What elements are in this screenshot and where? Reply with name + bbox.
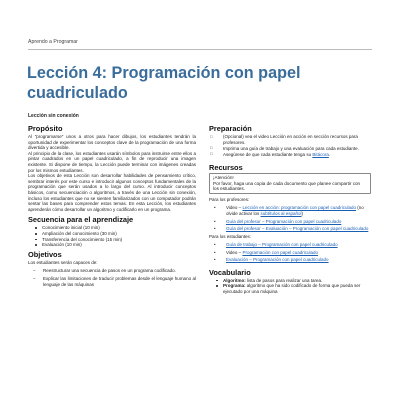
- resource-suffix: (no olvide activar los: [226, 205, 364, 217]
- lesson-title: Lección 4: Programación con papel cuadriculado: [27, 64, 301, 102]
- preparacion-list: [209, 134, 371, 158]
- subtitulos-link[interactable]: subtítulos al español: [260, 211, 302, 217]
- running-head: Aprendo a Programar: [28, 39, 78, 45]
- vocab-definition: lista de pasos para realizar una tarea.: [245, 277, 323, 283]
- guia-profesor-link[interactable]: Guía del profesor – Programación con papel cuadriculado: [226, 218, 342, 224]
- proposito-paragraph-3: Los objetivos de esta Lección son desarrollar habilidades de pensamiento crítico, sembrar interés por este curso e introducir algunos conceptos fundamentales de la programación que serán usados a lo largo del curso. Al introducir conceptos básicos, como secuenciación o algoritmos, a través de una Lección sin conexión, incluso los estudiantes que no se sienten familiarizados con un computador podrán sentar las bases para comprender estos temas. En esta Lección, los estudiantes aprenderán cómo desarrollar un algoritmo y codificarlo en un programa.: [28, 173, 196, 212]
- list-item: □ (Opcional) vea el video Lección en acción en sección recursos para profesores.: [209, 134, 371, 145]
- list-item: Transferencia del conocimiento (15 min): [28, 237, 196, 243]
- profesores-label: Para los profesores:: [209, 197, 250, 203]
- list-item: [209, 152, 371, 158]
- proposito-paragraph-1: Al "programarse" unos a otros para hacer dibujos, los estudiantes tendrán la oportunidad de experimentar los conceptos clave de la programación de una forma divertida y accesible.: [28, 134, 196, 151]
- vocab-term: Programa:: [223, 283, 246, 289]
- list-item: – Reestructurar una secuencia de pasos en un programa codificado.: [28, 268, 196, 274]
- video-leccion-link[interactable]: Lección en acción: programación con papel cuadriculado: [242, 205, 357, 211]
- resource-prefix: Video –: [226, 205, 243, 211]
- left-column: [28, 124, 196, 290]
- estudiantes-label: Para los estudiantes:: [209, 233, 252, 239]
- bitacora-text: Asegúrese de que cada estudiante tenga su: [223, 151, 312, 157]
- list-item: [209, 283, 371, 294]
- list-item: – Explicar las limitaciones de traducir problemas desde el lenguaje humano al lenguaje de las máquinas: [28, 276, 196, 287]
- resource-prefix: Video –: [226, 249, 243, 255]
- list-item: [209, 242, 371, 248]
- evaluacion-link[interactable]: Evaluación – Programación con papel cuadriculado: [226, 257, 329, 263]
- profesores-list: [209, 205, 371, 231]
- vocab-definition: algoritmo que ha sido codificado de forma que pueda ser ejecutado por una máquina: [223, 283, 361, 294]
- guia-trabajo-link[interactable]: Guía de trabajo – Programación con papel cuadriculado: [226, 241, 338, 247]
- callout-title: ¡Atención!: [213, 175, 234, 181]
- resource-suffix-2: ): [301, 211, 304, 217]
- secuencia-list: [28, 225, 196, 247]
- video-programacion-link[interactable]: Programación con papel cuadriculado: [242, 249, 318, 255]
- objetivos-intro: Los estudiantes serán capaces de:: [28, 259, 98, 265]
- list-item: [209, 250, 371, 256]
- objetivos-heading: Objetivos: [28, 249, 62, 259]
- proposito-heading: Propósito: [28, 124, 63, 133]
- vocab-term: Algoritmo:: [223, 277, 246, 283]
- attention-callout: [209, 173, 371, 195]
- preparacion-heading: Preparación: [209, 124, 252, 133]
- list-item: Evaluación (10 min): [28, 242, 196, 248]
- lesson-subtitle: Lección sin conexión: [28, 113, 79, 119]
- objetivos-list: [28, 268, 196, 287]
- list-item: □ Imprima una guía de trabajo y una evaluación para cada estudiante.: [209, 146, 371, 152]
- vocabulario-list: [209, 278, 371, 295]
- callout-text: Por favor, haga una copia de cada documento que planee compartir con los estudiantes.: [213, 180, 361, 192]
- bitacora-link[interactable]: Bitácora: [312, 151, 329, 157]
- list-item: Conocimiento inicial (10 min): [28, 225, 196, 231]
- recursos-heading: Recursos: [209, 162, 243, 172]
- list-item: [209, 205, 371, 216]
- estudiantes-list: [209, 242, 371, 263]
- header-divider: [28, 49, 372, 50]
- list-item: [209, 257, 371, 263]
- proposito-paragraph-2: Al principio de la clase, los estudiantes usarán símbolos para instruirse entre ellos a pintar cuadrados en un papel cuadriculado, a fin de reproducir una imagen existente. Si dispone de tiempo, la Lección puede terminar con imágenes creadas por los mismos estudiantes.: [28, 150, 196, 173]
- right-column: [209, 124, 371, 296]
- list-item: Ampliación del conocimiento (30 min): [28, 231, 196, 237]
- bitacora-suffix: .: [328, 151, 331, 157]
- guia-evaluacion-link[interactable]: Guía del profesor – Evaluación – Programación con papel cuadriculado: [226, 226, 369, 232]
- list-item: [209, 219, 371, 225]
- list-item: [209, 226, 371, 232]
- vocabulario-heading: Vocabulario: [209, 267, 251, 277]
- secuencia-heading: Secuencia para el aprendizaje: [28, 215, 134, 225]
